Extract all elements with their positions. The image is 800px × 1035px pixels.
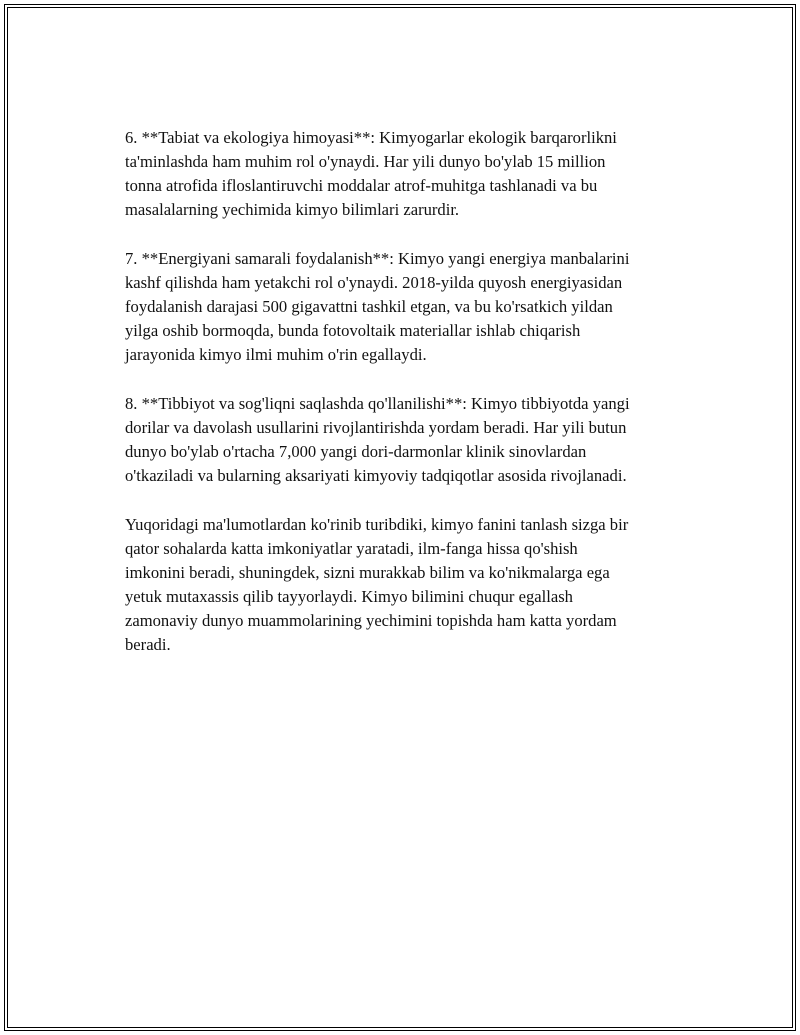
page-border	[4, 4, 796, 1031]
paragraph-ecology: 6. **Tabiat va ekologiya himoyasi**: Kimyogarlar ekologik barqarorlikni ta'minlashda ham muhim rol o'ynaydi. Har yili dunyo bo'ylab 15 million tonna atrofida ifloslantiruvchi moddalar atrof-muhitga tashlanadi va bu masalalarning yechimida kimyo bilimlari zarurdir.	[125, 128, 617, 219]
paragraph-energy: 7. **Energiyani samarali foydalanish**: Kimyo yangi energiya manbalarini kashf qilishda ham yetakchi rol o'ynaydi. 2018-yilda quyosh energiyasidan foydalanish darajasi 500 gigavattni tashkil etgan, va bu ko'rsatkich yildan yilga oshib bormoqda, bunda fotovoltaik materiallar ishlab chiqarish jarayonida kimyo ilmi muhim o'rin egallaydi.	[125, 249, 630, 364]
paragraph-medicine: 8. **Tibbiyot va sog'liqni saqlashda qo'llanilishi**: Kimyo tibbiyotda yangi dorilar va davolash usullarini rivojlantirishda yordam beradi. Har yili butun dunyo bo'ylab o'rtacha 7,000 yangi dori-darmonlar klinik sinovlardan o'tkaziladi va bularning aksariyati kimyoviy tadqiqotlar asosida rivojlanadi.	[125, 394, 630, 485]
document-body	[125, 126, 715, 682]
paragraph-conclusion: Yuqoridagi ma'lumotlardan ko'rinib turibdiki, kimyo fanini tanlash sizga bir qator sohalarda katta imkoniyatlar yaratadi, ilm-fanga hissa qo'shish imkonini beradi, shuningdek, sizni murakkab bilim va ko'nikmalarga ega yetuk mutaxassis qilib tayyorlaydi. Kimyo bilimini chuqur egallash zamonaviy dunyo muammolarining yechimini topishda ham katta yordam beradi.	[125, 515, 629, 654]
